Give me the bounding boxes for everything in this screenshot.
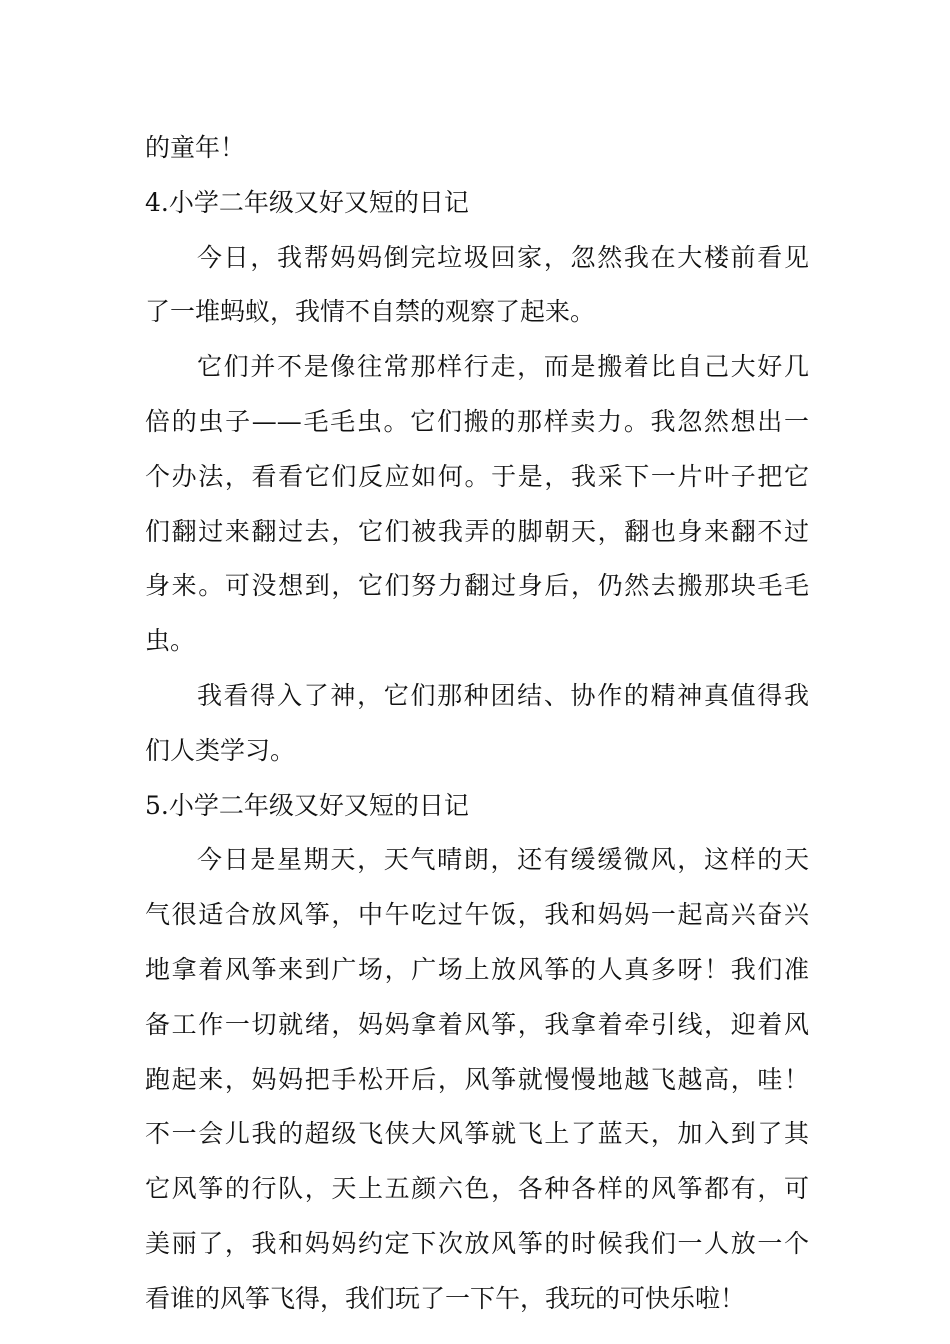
paragraph-line: 们翻过来翻过去，它们被我弄的脚朝天，翻也身来翻不过 (145, 516, 809, 546)
paragraph-line: 今日，我帮妈妈倒完垃圾回家，忽然我在大楼前看见 (197, 242, 809, 272)
paragraph-line: 它们并不是像往常那样行走，而是搬着比自己大好几 (197, 352, 809, 382)
paragraph-line: 备工作一切就绪，妈妈拿着风筝，我拿着牵引线，迎着风 (145, 1009, 809, 1039)
section-heading-4: 4.小学二年级又好又短的日记 (145, 187, 469, 217)
paragraph-line: 我看得入了神，它们那种团结、协作的精神真值得我 (197, 680, 809, 710)
paragraph-line: 美丽了，我和妈妈约定下次放风筝的时候我们一人放一个 (145, 1228, 809, 1258)
paragraph-line: 地拿着风筝来到广场，广场上放风筝的人真多呀！我们准 (145, 954, 809, 984)
text-line: 的童年！ (145, 133, 246, 162)
paragraph-line: 不一会儿我的超级飞侠大风筝就飞上了蓝天，加入到了其 (145, 1119, 809, 1149)
paragraph-line: 看谁的风筝飞得，我们玩了一下午，我玩的可快乐啦！ (145, 1283, 746, 1313)
paragraph-line: 气很适合放风筝，中午吃过午饭，我和妈妈一起高兴奋兴 (145, 900, 809, 930)
paragraph-line: 身来。可没想到，它们努力翻过身后，仍然去搬那块毛毛 (145, 571, 809, 601)
paragraph-line: 倍的虫子——毛毛虫。它们搬的那样卖力。我忽然想出一 (145, 406, 809, 436)
paragraph-line: 了一堆蚂蚁，我情不自禁的观察了起来。 (145, 297, 596, 327)
document-body (145, 121, 809, 1327)
section-heading-5: 5.小学二年级又好又短的日记 (145, 790, 469, 820)
paragraph-line: 今日是星期天，天气晴朗，还有缓缓微风，这样的天 (197, 845, 809, 875)
paragraph-line: 跑起来，妈妈把手松开后，风筝就慢慢地越飞越高，哇！ (145, 1064, 809, 1094)
paragraph-line: 们人类学习。 (145, 735, 296, 765)
paragraph-line: 虫。 (145, 626, 196, 656)
paragraph-line: 个办法，看看它们反应如何。于是，我采下一片叶子把它 (145, 461, 809, 491)
paragraph-line: 它风筝的行队，天上五颜六色，各种各样的风筝都有，可 (145, 1174, 809, 1204)
